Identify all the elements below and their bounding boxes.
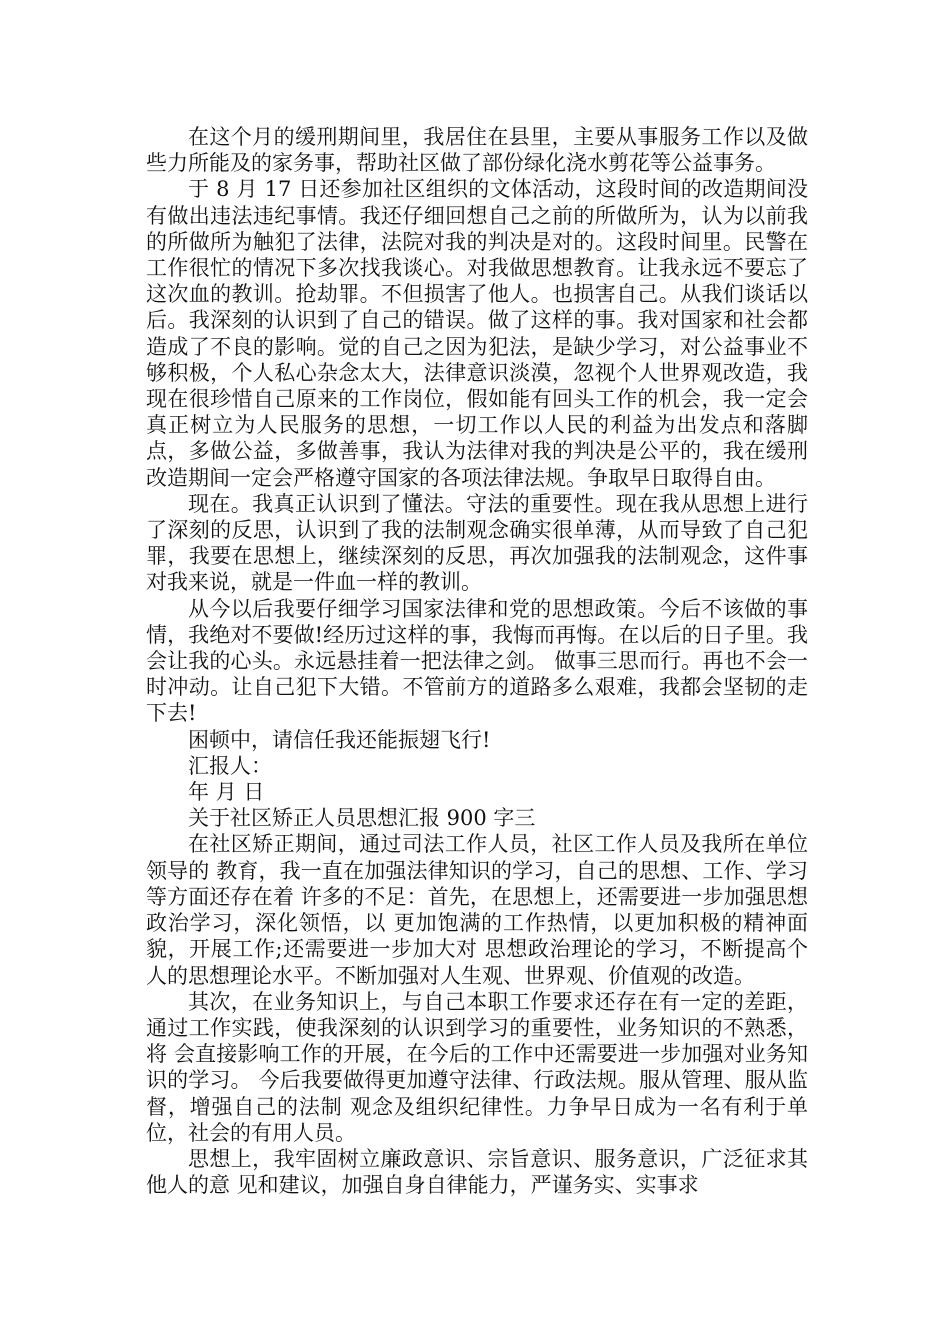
closing-line: 困顿中，请信任我还能振翅飞行! xyxy=(188,727,491,752)
section-title: 关于社区矫正人员思想汇报 900 字三 xyxy=(188,806,536,831)
paragraph-legal-awareness: 现在。我真正认识到了懂法。守法的重要性。现在我从思想上进行了深刻的反思，认识到了我的法制观念确实很单薄，从而导致了自己犯罪，我要在思想上，继续深刻的反思，再次加强我的法制观念，这件事对我来说，就是一件血一样的教训。 xyxy=(146,491,808,595)
paragraph-probation-activities: 在这个月的缓刑期间里，我居住在县里，主要从事服务工作以及做些力所能及的家务事，帮助社区做了部份绿化浇水剪花等公益事务。 xyxy=(146,125,808,176)
reporter-line: 汇报人： xyxy=(188,753,272,778)
document-page xyxy=(146,124,808,1198)
paragraph-resolution: 从今以后我要仔细学习国家法律和党的思想政策。今后不该做的事情，我绝对不要做!经历过这样的事，我悔而再悔。在以后的日子里。我会让我的心头。永远悬挂着一把法律之剑。 做事三思而行。再也不会一时冲动。让自己犯下大错。不管前方的道路多么艰难，我都会坚韧的走下去! xyxy=(146,596,808,726)
paragraph-ideology: 思想上，我牢固树立廉政意识、宗旨意识、服务意识，广泛征求其他人的意 见和建议，加强自身自律能力，严谨务实、实事求 xyxy=(146,1146,808,1198)
paragraph-business-knowledge: 其次，在业务知识上，与自己本职工作要求还存在有一定的差距，通过工作实践，使我深刻的认识到学习的重要性，业务知识的不熟悉，将 会直接影响工作的开展，在今后的工作中还需要进一步加强对业务知识的学习。 今后我要做得更加遵守法律、行政法规。服从管理、服从监督，增强自己的法制 观念及组织纪律性。力争早日成为一名有利于单位，社会的有用人员。 xyxy=(146,989,808,1145)
paragraph-reflection: 于 8 月 17 日还参加社区组织的文体活动，这段时间的改造期间没有做出违法违纪事情。我还仔细回想自己之前的所做所为，认为以前我的所做所为触犯了法律，法院对我的判决是对的。这段时间里。民警在工作很忙的情况下多次找我谈心。对我做思想教育。让我永远不要忘了这次血的教训。抢劫罪。不但损害了他人。也损害自己。从我们谈话以后。我深刻的认识到了自己的错误。做了这样的事。我对国家和社会都造成了不良的影响。觉的自己之因为犯法，是缺少学习，对公益事业不够积极，个人私心杂念太大，法律意识淡漠，忽视个人世界观改造，我现在很珍惜自己原来的工作岗位，假如能有回头工作的机会，我一定会真正树立为人民服务的思想，一切工作以人民的利益为出发点和落脚点，多做公益，多做善事，我认为法律对我的判决是公平的，我在缓刑改造期间一定会严格遵守国家的各项法律法规。争取早日取得自由。 xyxy=(146,177,808,490)
paragraph-community-correction: 在社区矫正期间，通过司法工作人员，社区工作人员及我所在单位领导的 教育，我一直在加强法律知识的学习，自己的思想、工作、学习等方面还存在着 许多的不足：首先，在思想上，还需要进一步加强思想政治学习，深化领悟，以 更加饱满的工作热情，以更加积极的精神面貌，开展工作;还需要进一步加大对 思想政治理论的学习，不断提高个人的思想理论水平。不断加强对人生观、世界观、价值观的改造。 xyxy=(146,832,808,988)
date-line: 年 月 日 xyxy=(188,780,265,805)
